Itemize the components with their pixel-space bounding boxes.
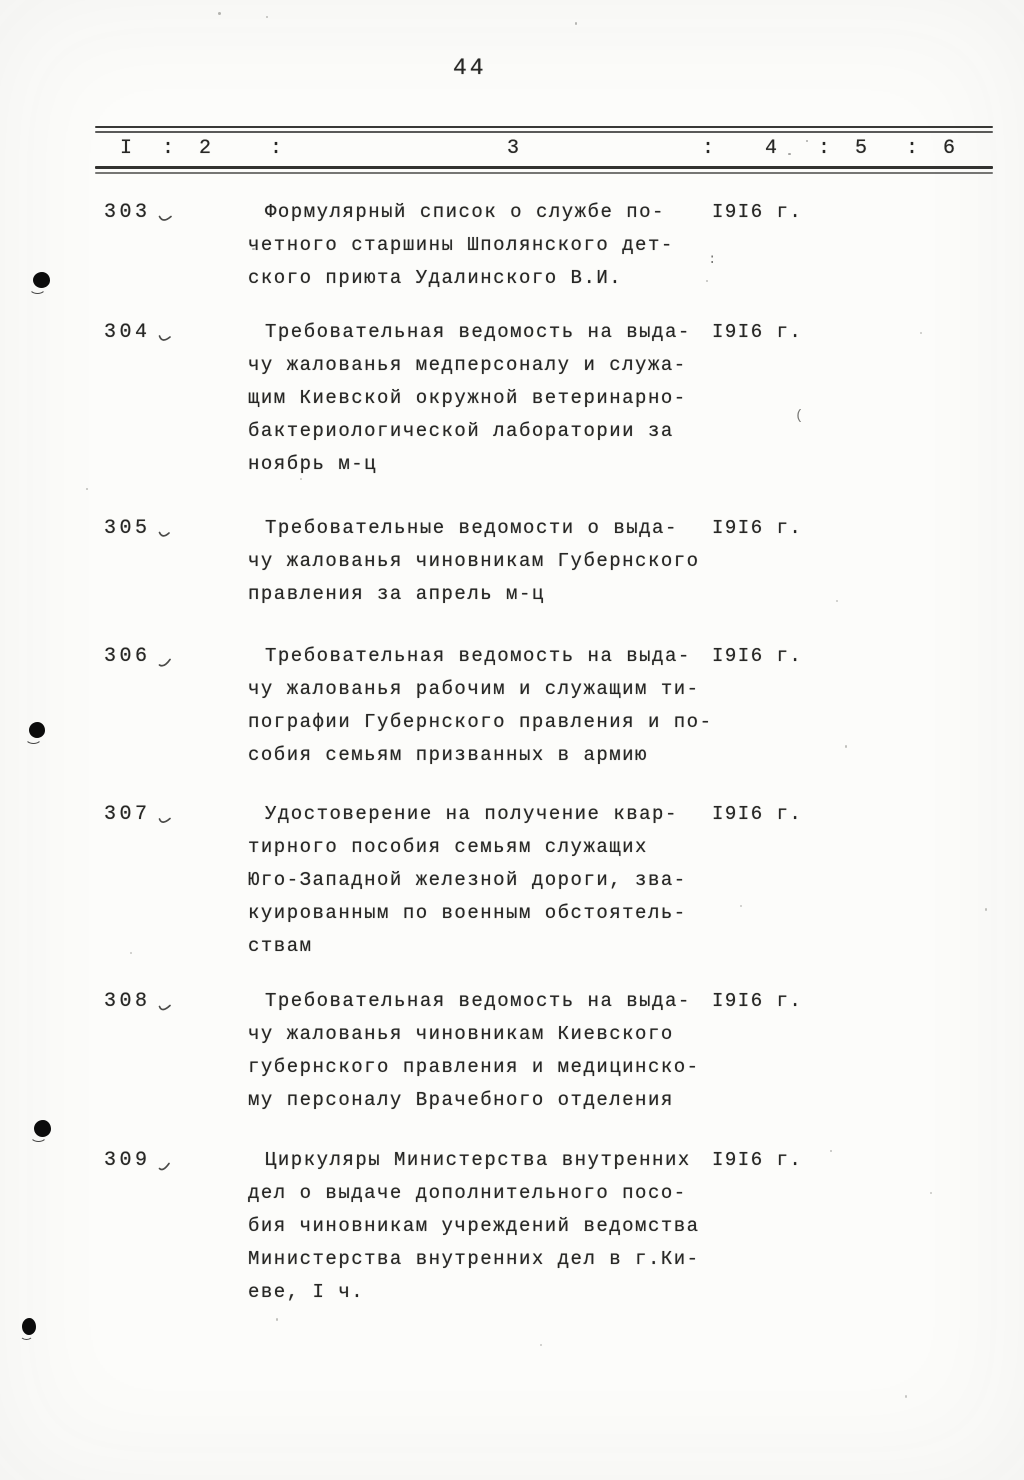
entry-description: [248, 316, 691, 481]
page-number: 44: [453, 55, 487, 81]
entry-number: 305: [104, 517, 151, 540]
entry-line: Удостоверение на получение квар-: [265, 803, 678, 825]
scan-speck: [788, 153, 791, 155]
entry-line: Требовательные ведомости о выда-: [265, 517, 678, 539]
entry-line: ствам: [248, 935, 313, 957]
entry-line: бактериологической лаборатории за: [248, 420, 674, 442]
ink-blob: [34, 1120, 51, 1137]
ink-blob: [29, 722, 45, 738]
scan-speck: [130, 952, 132, 954]
check-tick-icon: [158, 816, 172, 826]
entry-line: Юго-Западной железной дороги, зва-: [248, 869, 687, 891]
entry-line: Циркуляры Министерства внутренних: [265, 1149, 691, 1171]
header-separator: :: [270, 137, 284, 160]
entry-description: [248, 640, 712, 772]
scan-speck: [845, 745, 847, 748]
header-rule-bottom-2: [95, 172, 993, 174]
entry-line: еве, I ч.: [248, 1281, 365, 1303]
entry-line: ноябрь м-ц: [248, 453, 378, 475]
entry-number: 309: [104, 1149, 151, 1172]
entry-date: I9I6 г.: [712, 517, 803, 539]
header-col-3: 3: [507, 137, 521, 160]
entry-description: [248, 512, 700, 611]
entry-line: бия чиновникам учреждений ведомства: [248, 1215, 700, 1237]
entry-line: Требовательная ведомость на выда-: [265, 990, 691, 1012]
entry-number: 306: [104, 645, 151, 668]
check-tick-icon: [158, 530, 171, 540]
entry-line: Требовательная ведомость на выда-: [265, 645, 691, 667]
entry-line: пографии Губернского правления и по-: [248, 711, 713, 733]
scan-speck: [830, 1150, 832, 1152]
ink-blob: [22, 1318, 36, 1335]
entry-line: Министерства внутренних дел в г.Ки-: [248, 1248, 700, 1270]
entry-line: чу жалованья рабочим и служащим ти-: [248, 678, 700, 700]
entry-date: I9I6 г.: [712, 1149, 803, 1171]
scan-speck: [300, 478, 302, 480]
scan-speck: [540, 1344, 542, 1346]
entry-date: I9I6 г.: [712, 803, 803, 825]
header-rule-bottom: [95, 166, 993, 169]
entry-line: ского приюта Удалинского В.И.: [248, 267, 623, 289]
header-rule-top: [95, 126, 993, 128]
entry-description: [248, 985, 700, 1117]
check-tick-icon: [158, 1162, 171, 1173]
header-separator: :: [818, 137, 832, 160]
header-col-6: 6: [943, 137, 957, 160]
header-rule-top-2: [95, 131, 993, 133]
scan-speck: [706, 280, 708, 282]
scan-speck: [930, 1192, 932, 1194]
entry-line: правления за апрель м-ц: [248, 583, 545, 605]
entry-line: Формулярный список о службе по-: [265, 201, 665, 223]
scan-speck: [905, 1395, 907, 1398]
scan-speck: [740, 905, 742, 907]
entry-description: [248, 798, 687, 963]
check-tick-icon: [158, 214, 173, 224]
entry-line: Требовательная ведомость на выда-: [265, 321, 691, 343]
entry-date: I9I6 г.: [712, 990, 803, 1012]
entry-line: му персоналу Врачебного отделения: [248, 1089, 674, 1111]
header-col-2: 2: [199, 137, 213, 160]
ink-blob: [33, 272, 50, 288]
scan-speck: [86, 488, 88, 490]
entry-line: дел о выдаче дополнительного посо-: [248, 1182, 687, 1204]
entry-description: [248, 196, 674, 295]
entry-date: I9I6 г.: [712, 321, 803, 343]
entry-line: куированным по военным обстоятель-: [248, 902, 687, 924]
entry-line: чу жалованья чиновникам Киевского: [248, 1023, 674, 1045]
stray-paren-mark: (: [795, 408, 804, 424]
entry-line: щим Киевской окружной ветеринарно-: [248, 387, 687, 409]
scan-speck: [575, 22, 577, 25]
entry-date: I9I6 г.: [712, 645, 803, 667]
header-separator: :: [906, 137, 920, 160]
entry-line: чу жалованья медперсоналу и служа-: [248, 354, 687, 376]
scan-speck: [920, 332, 922, 334]
entry-description: [248, 1144, 700, 1309]
entry-line: собия семьям призванных в армию: [248, 744, 648, 766]
check-tick-icon: [158, 658, 173, 669]
entry-line: тирного пособия семьям служащих: [248, 836, 648, 858]
check-tick-icon: [158, 334, 173, 344]
entry-line: губернского правления и медицинско-: [248, 1056, 700, 1078]
header-separator: :: [162, 137, 176, 160]
header-separator: :: [702, 137, 716, 160]
check-tick-icon: [158, 1003, 172, 1014]
stray-colon-mark: :: [708, 252, 717, 268]
entry-number: 307: [104, 803, 151, 826]
header-col-1: I: [120, 137, 134, 160]
scan-speck: [266, 16, 268, 18]
header-col-4: 4: [765, 137, 779, 160]
scan-speck: [836, 600, 838, 602]
entry-line: четного старшины Шполянского дет-: [248, 234, 674, 256]
header-col-5: 5: [855, 137, 869, 160]
entry-date: I9I6 г.: [712, 201, 803, 223]
scan-speck: [252, 248, 255, 250]
entry-number: 304: [104, 321, 151, 344]
scan-speck: [985, 908, 987, 911]
entry-number: 308: [104, 990, 151, 1013]
scan-speck: [276, 1318, 278, 1321]
scan-speck: [218, 12, 221, 15]
scan-speck: [806, 140, 808, 142]
entry-line: чу жалованья чиновникам Губернского: [248, 550, 700, 572]
entry-number: 303: [104, 201, 151, 224]
